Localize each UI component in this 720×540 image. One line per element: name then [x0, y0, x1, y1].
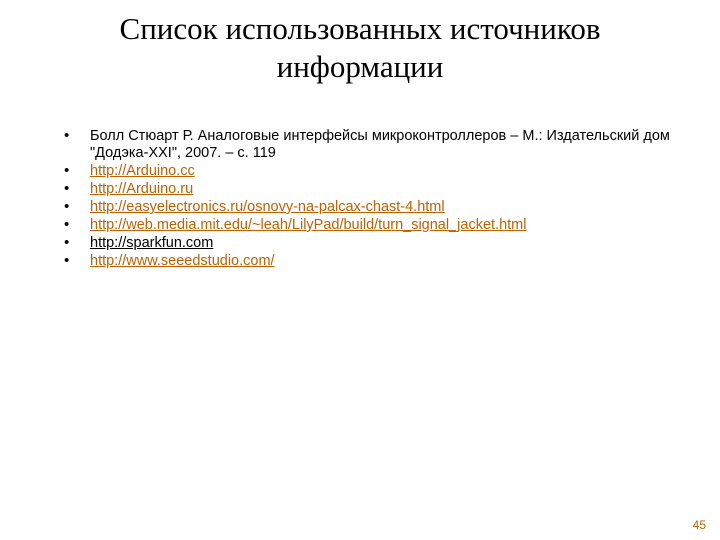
reference-text: Болл Стюарт Р. Аналоговые интерфейсы микроконтроллеров – М.: Издательский дом "Додэка-XXI", 2007. – с. 119 [90, 128, 670, 161]
list-item [52, 199, 682, 216]
reference-list [52, 128, 682, 270]
content-body [52, 128, 682, 271]
list-item [52, 217, 682, 234]
page-number: 45 [692, 518, 706, 532]
reference-link[interactable]: http://easyelectronics.ru/osnovy-na-palcax-chast-4.html [90, 199, 445, 215]
list-item [52, 253, 682, 270]
list-item [52, 163, 682, 180]
list-item [52, 181, 682, 198]
reference-link[interactable]: http://sparkfun.com [90, 235, 214, 251]
page-title: Список использованных источников информации [119, 11, 601, 84]
reference-link[interactable]: http://www.seeedstudio.com/ [90, 253, 275, 269]
reference-link[interactable]: http://web.media.mit.edu/~leah/LilyPad/build/turn_signal_jacket.html [90, 217, 527, 233]
reference-link[interactable]: http://Arduino.ru [90, 181, 194, 197]
reference-link[interactable]: http://Arduino.cc [90, 163, 195, 179]
list-item [52, 128, 682, 162]
list-item [52, 235, 682, 252]
